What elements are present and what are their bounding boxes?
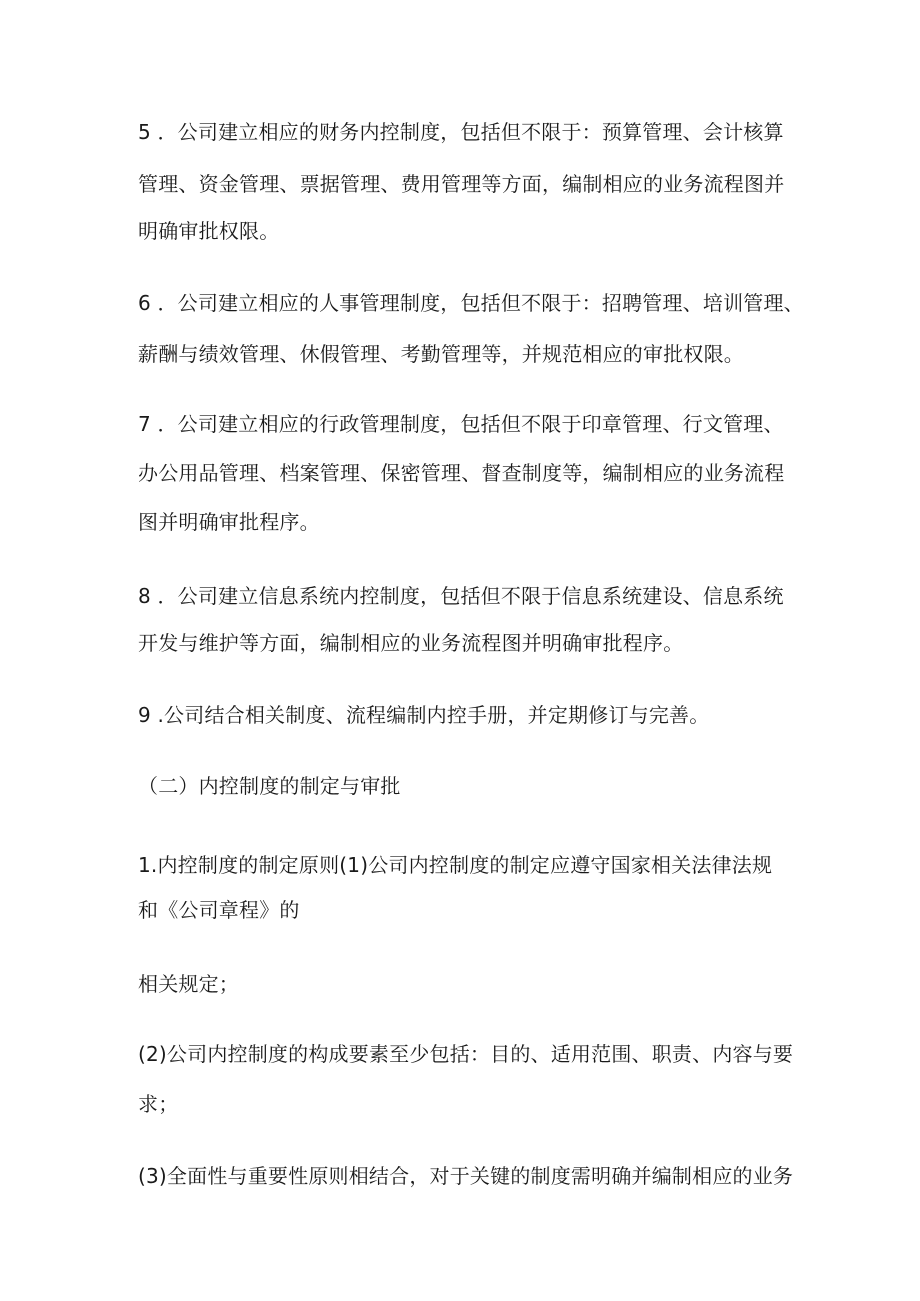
item-5-line-1: 5 ．公司建立相应的财务内控制度，包括但不限于：预算管理、会计核算 <box>138 120 784 144</box>
item-6-line-1: 6 ．公司建立相应的人事管理制度，包括但不限于：招聘管理、培训管理、 <box>138 291 804 315</box>
section-heading: （二）内控制度的制定与审批 <box>138 774 401 798</box>
item-7-line-1: 7 ．公司建立相应的行政管理制度，包括但不限于印章管理、行文管理、 <box>138 412 784 436</box>
item-9-line-1: 9 .公司结合相关制度、流程编制内控手册，并定期修订与完善。 <box>138 703 710 727</box>
point-3-line-1: (3)全面性与重要性原则相结合，对于关键的制度需明确并编制相应的业务 <box>138 1164 794 1188</box>
item-5-line-2: 管理、资金管理、票据管理、费用管理等方面，编制相应的业务流程图并 <box>138 172 785 196</box>
item-7-line-3: 图并明确审批程序。 <box>138 510 320 534</box>
principle-1-line-2: 和《公司章程》的 <box>138 898 300 922</box>
item-8-line-2: 开发与维护等方面，编制相应的业务流程图并明确审批程序。 <box>138 631 684 655</box>
item-5-line-3: 明确审批权限。 <box>138 219 280 243</box>
principle-1-line-1: 1.内控制度的制定原则(1)公司内控制度的制定应遵守国家相关法律法规 <box>138 853 773 877</box>
point-2-line-1: (2)公司内控制度的构成要素至少包括：目的、适用范围、职责、内容与要 <box>138 1042 794 1066</box>
related-provisions-line: 相关规定； <box>138 972 239 996</box>
item-7-line-2: 办公用品管理、档案管理、保密管理、督查制度等，编制相应的业务流程 <box>138 461 785 485</box>
item-6-line-2: 薪酬与绩效管理、休假管理、考勤管理等，并规范相应的审批权限。 <box>138 342 744 366</box>
point-2-line-2: 求； <box>138 1092 179 1116</box>
item-8-line-1: 8 ．公司建立信息系统内控制度，包括但不限于信息系统建设、信息系统 <box>138 584 784 608</box>
